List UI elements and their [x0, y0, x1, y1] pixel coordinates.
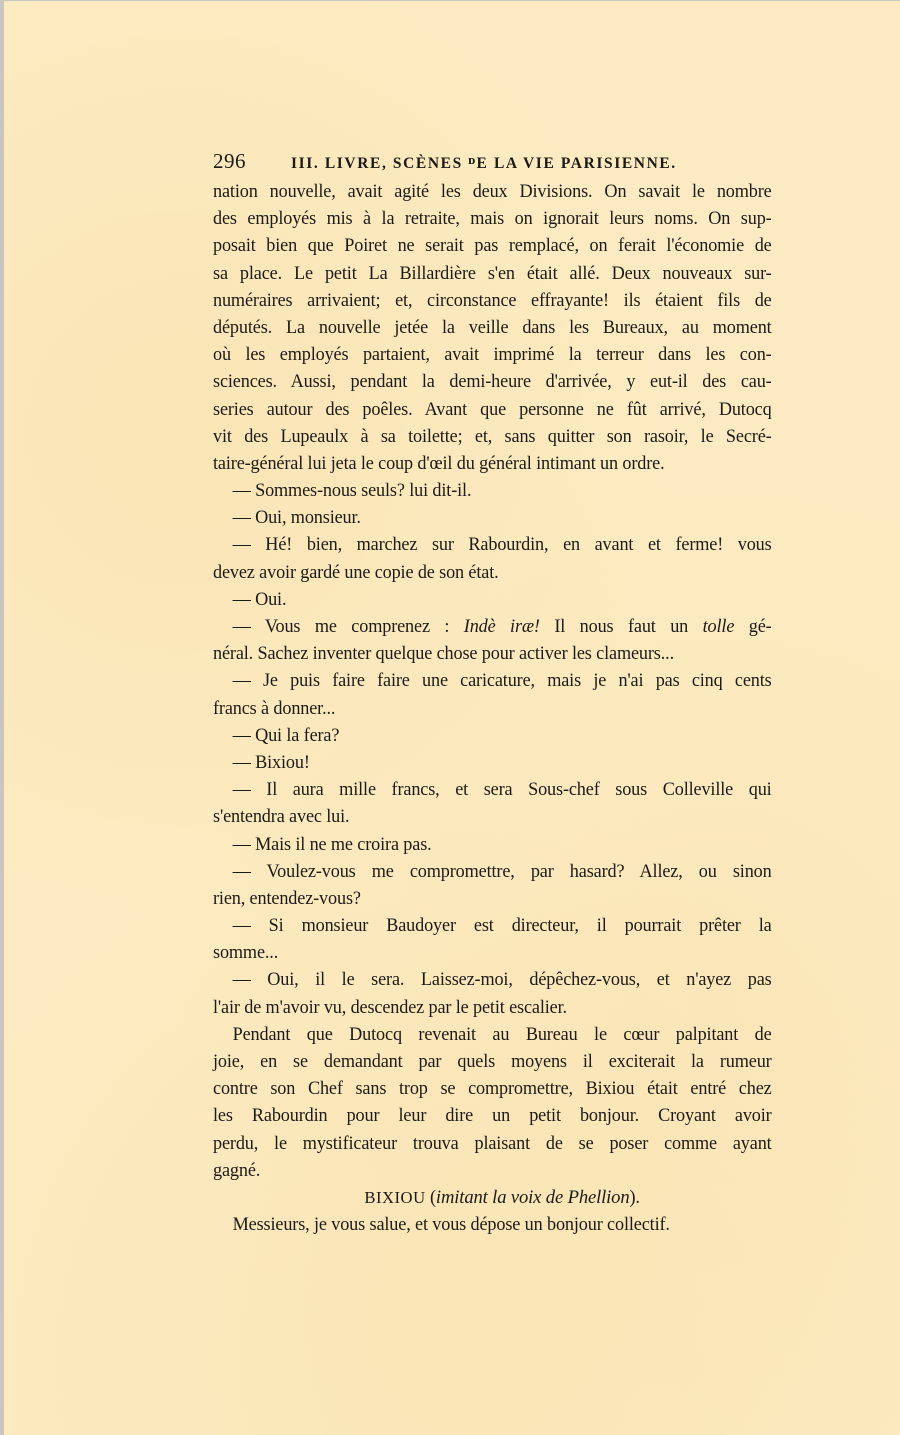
running-title: III. LIVRE, SCÈNES ᴰE LA VIE PARISIENNE.: [291, 155, 677, 172]
text-line: — Sommes-nous seuls? lui dit-il.: [232, 480, 472, 502]
dialogue-paragraph: [213, 477, 772, 504]
text-line: devez avoir gardé une copie de son état.: [213, 561, 499, 583]
dialogue-paragraph: [213, 613, 772, 667]
text-line: francs à donner...: [213, 697, 336, 719]
speaker-heading: [213, 1184, 772, 1211]
speech-paragraph: [213, 1211, 772, 1238]
dialogue-paragraph: [213, 722, 772, 749]
text-line: vit des Lupeaulx à sa toilette; et, sans quitter son rasoir, le Secré-: [213, 425, 772, 447]
text-line: — Mais il ne me croira pas.: [232, 833, 432, 855]
text-line: — Voulez-vous me compromettre, par hasard? Allez, ou sinon: [232, 860, 772, 882]
text-line: néral. Sachez inventer quelque chose pour activer les clameurs...: [213, 643, 674, 665]
paragraph: [213, 178, 772, 477]
latin-word: tolle: [702, 616, 735, 637]
dialogue-paragraph: [213, 504, 772, 531]
text-line: Messieurs, je vous salue, et vous dépose un bonjour collectif.: [232, 1214, 670, 1236]
text-line: sciences. Aussi, pendant la demi-heure d'arrivée, y eut-il des cau-: [213, 371, 772, 393]
latin-quote: Indè iræ!: [463, 616, 540, 637]
text-line: Pendant que Dutocq revenait au Bureau le cœur palpitant de: [232, 1023, 772, 1045]
dialogue-paragraph: [213, 531, 772, 585]
book-page: [4, 1, 900, 1435]
text-line: taire-général lui jeta le coup d'œil du général intimant un ordre.: [213, 452, 665, 474]
narrative-paragraph: [213, 1021, 772, 1184]
dialogue-paragraph: [213, 776, 772, 830]
page-number: 296: [213, 149, 246, 173]
text-line: — Hé! bien, marchez sur Rabourdin, en avant et ferme! vous: [232, 534, 772, 556]
text-line: somme...: [213, 942, 279, 964]
text-line: numéraires arrivaient; et, circonstance effrayante! ils étaient fils de: [213, 289, 772, 311]
text-line: s'entendra avec lui.: [213, 806, 350, 828]
text-line: nation nouvelle, avait agité les deux Divisions. On savait le nombre: [213, 181, 772, 202]
body-text: [213, 178, 772, 1238]
text-line: des employés mis à la retraite, mais on ignorait leurs noms. On sup-: [213, 208, 772, 230]
dialogue-paragraph: [213, 912, 772, 966]
text-line: [213, 613, 772, 640]
text-line: joie, en se demandant par quels moyens il exciterait la rumeur: [213, 1051, 772, 1072]
paren-close: ).: [629, 1186, 640, 1208]
dialogue-paragraph: [213, 667, 772, 721]
text-line: — Si monsieur Baudoyer est directeur, il pourrait prêter la: [232, 915, 772, 937]
text-line: rien, entendez-vous?: [213, 887, 361, 909]
text-run: gé-: [734, 616, 772, 637]
text-line: — Bixiou!: [232, 751, 310, 773]
text-line: series autour des poêles. Avant que personne ne fût arrivé, Dutocq: [213, 398, 772, 420]
text-line: les Rabourdin pour leur dire un petit bonjour. Croyant avoir: [213, 1105, 772, 1127]
paren-open: (: [425, 1186, 436, 1208]
dialogue-paragraph: [213, 831, 772, 858]
text-line: — Je puis faire faire une caricature, mais je n'ai pas cinq cents: [232, 670, 772, 692]
text-line: où les employés partaient, avait imprimé la terreur dans les con-: [213, 344, 772, 366]
running-head: [213, 144, 783, 178]
text-line: députés. La nouvelle jetée la veille dans les Bureaux, au moment: [213, 316, 772, 338]
text-line: — Oui.: [232, 588, 287, 610]
text-line: sa place. Le petit La Billardière s'en était allé. Deux nouveaux sur-: [213, 262, 772, 284]
dialogue-paragraph: [213, 586, 772, 613]
text-line: — Oui, il le sera. Laissez-moi, dépêchez-vous, et n'ayez pas: [232, 969, 772, 991]
text-line: — Il aura mille francs, et sera Sous-chef sous Colleville qui: [232, 779, 772, 801]
text-line: gagné.: [213, 1159, 261, 1181]
text-line: posait bien que Poiret ne serait pas remplacé, on ferait l'économie de: [213, 235, 772, 257]
dialogue-paragraph: [213, 966, 772, 1020]
text-run: — Vous me comprenez :: [232, 616, 464, 637]
text-line: perdu, le mystificateur trouva plaisant de se poser comme ayant: [213, 1132, 772, 1154]
text-line: — Qui la fera?: [232, 724, 340, 746]
stage-direction: imitant la voix de Phellion: [435, 1186, 630, 1208]
text-line: contre son Chef sans trop se compromettre, Bixiou était entré chez: [213, 1078, 772, 1100]
speaker-name: BIXIOU: [364, 1187, 426, 1207]
text-line: l'air de m'avoir vu, descendez par le petit escalier.: [213, 996, 567, 1018]
text-block: [213, 144, 783, 1238]
text-line: — Oui, monsieur.: [232, 507, 361, 529]
text-run: Il nous faut un: [539, 616, 703, 637]
dialogue-paragraph: [213, 749, 772, 776]
dialogue-paragraph: [213, 858, 772, 912]
